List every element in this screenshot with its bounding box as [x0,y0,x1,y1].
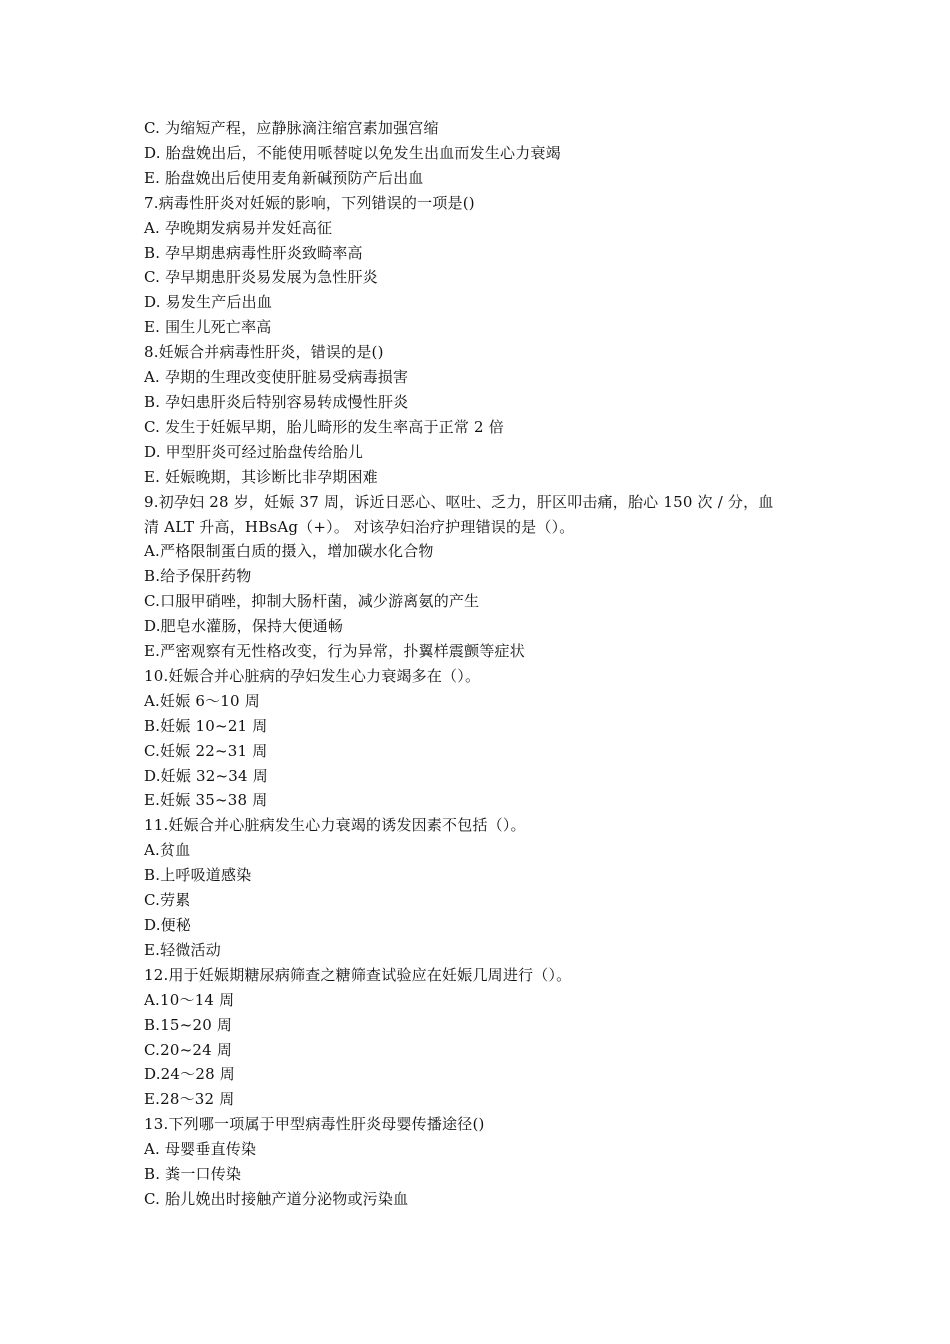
text-line: D.便秘 [144,916,192,934]
text-line: A.妊娠 6～10 周 [144,691,260,710]
text-line: 11.妊娠合并心脏病发生心力衰竭的诱发因素不包括（）。 [144,816,526,835]
text-line: B. 孕早期患病毒性肝炎致畸率高 [144,243,363,262]
text-line: B. 粪一口传染 [144,1165,242,1184]
text-line: C.20~24 周 [144,1040,233,1059]
text-line: E. 妊娠晚期，其诊断比非孕期困难 [144,467,378,486]
text-line: 清 ALT 升高，HBsAg（+）。 对该孕妇治疗护理错误的是（）。 [144,517,575,536]
text-line: C.妊娠 22~31 周 [144,741,268,760]
text-line: 13.下列哪一项属于甲型病毒性肝炎母婴传播途径() [144,1115,485,1134]
text-line: 9.初孕妇 28 岁，妊娠 37 周，诉近日恶心、呕吐、乏力，肝区叩击痛，胎心 150 次 / 分，血 [144,492,774,511]
text-line: C.劳累 [144,891,191,910]
text-line: E.轻微活动 [144,940,221,959]
text-line: 7.病毒性肝炎对妊娠的影响，下列错误的一项是() [144,193,475,212]
text-line: A.贫血 [144,841,191,860]
text-line: C. 胎儿娩出时接触产道分泌物或污染血 [144,1189,409,1208]
text-line: D.肥皂水灌肠，保持大便通畅 [144,617,344,636]
text-line: C. 为缩短产程，应静脉滴注缩宫素加强宫缩 [144,119,439,137]
text-line: A. 母婴垂直传染 [144,1140,257,1159]
text-line: A. 孕期的生理改变使肝脏易受病毒损害 [144,368,409,387]
text-line: 8.妊娠合并病毒性肝炎，错误的是() [144,343,384,362]
text-line: C.口服甲硝唑，抑制大肠杆菌，减少游离氨的产生 [144,592,480,611]
text-line: D. 胎盘娩出后，不能使用哌替啶以免发生出血而发生心力衰竭 [144,143,561,162]
text-line: C. 孕早期患肝炎易发展为急性肝炎 [144,268,378,287]
text-line: A. 孕晚期发病易并发妊高征 [144,218,333,237]
text-line: B. 孕妇患肝炎后特别容易转成慢性肝炎 [144,392,409,411]
text-line: D. 易发生产后出血 [144,293,273,312]
text-line: E. 胎盘娩出后使用麦角新碱预防产后出血 [144,168,424,187]
text-line: D.妊娠 32~34 周 [144,766,268,785]
text-line: B.妊娠 10~21 周 [144,716,268,735]
text-line: B.15~20 周 [144,1015,233,1034]
text-line: D. 甲型肝炎可经过胎盘传给胎儿 [144,442,364,461]
text-line: B.上呼吸道感染 [144,866,252,885]
text-line: E.妊娠 35~38 周 [144,791,268,810]
text-line: D.24～28 周 [144,1065,236,1084]
question-text-block [144,116,824,1212]
text-line: 10.妊娠合并心脏病的孕妇发生心力衰竭多在（）。 [144,666,481,685]
text-line: A.10～14 周 [144,990,235,1009]
text-line: C. 发生于妊娠早期，胎儿畸形的发生率高于正常 2 倍 [144,417,504,436]
text-line: 12.用于妊娠期糖尿病筛查之糖筛查试验应在妊娠几周进行（）。 [144,965,572,984]
text-line: B.给予保肝药物 [144,567,252,586]
text-line: E.严密观察有无性格改变，行为异常，扑翼样震颤等症状 [144,642,525,661]
text-line: E. 围生儿死亡率高 [144,318,272,337]
text-line: A.严格限制蛋白质的摄入，增加碳水化合物 [144,542,434,561]
text-line: E.28～32 周 [144,1090,235,1109]
